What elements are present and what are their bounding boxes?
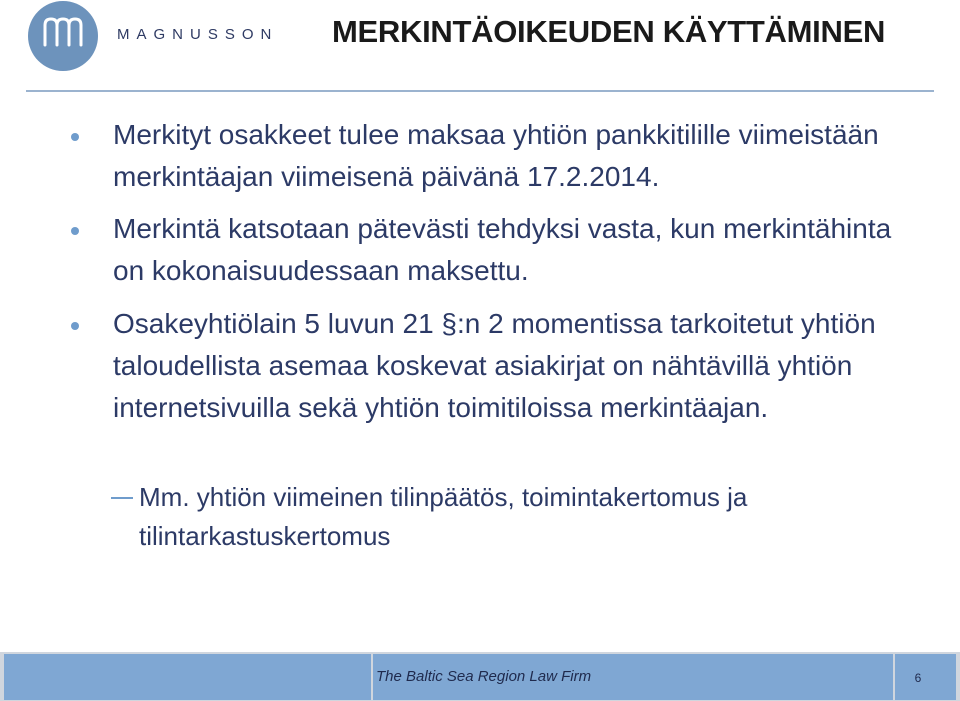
brand-name: MAGNUSSON (117, 26, 279, 43)
title-divider (26, 90, 934, 92)
bullet-marker (71, 227, 79, 235)
page-number: 6 (914, 671, 922, 685)
slide-title: MERKINTÄOIKEUDEN KÄYTTÄMINEN (332, 14, 886, 49)
bullet-marker (71, 322, 79, 330)
bullet-text: Merkintä katsotaan pätevästi tehdyksi vasta, kun merkintähinta on kokonaisuudessaan maksettu. (113, 213, 892, 286)
sub-bullet-text: Mm. yhtiön viimeinen tilinpäätös, toimintakertomus ja tilintarkastuskertomus (139, 482, 748, 551)
bullet-text: Osakeyhtiölain 5 luvun 21 §:n 2 momentissa tarkoitetut yhtiön taloudellista asemaa koskevat asiakirjat on nähtävillä yhtiön internetsivuilla sekä yhtiön toimitiloissa merkintäajan. (113, 308, 876, 423)
bullet-text: Merkityt osakkeet tulee maksaa yhtiön pankkitilille viimeistään merkintäajan viimeisenä päivänä 17.2.2014. (113, 119, 879, 192)
footer-tagline: The Baltic Sea Region Law Firm (376, 668, 592, 685)
bullet-marker (71, 133, 79, 141)
footer-left-block (4, 654, 371, 700)
sub-bullet-dash (111, 497, 133, 499)
magnusson-m-logo-icon (41, 13, 85, 49)
